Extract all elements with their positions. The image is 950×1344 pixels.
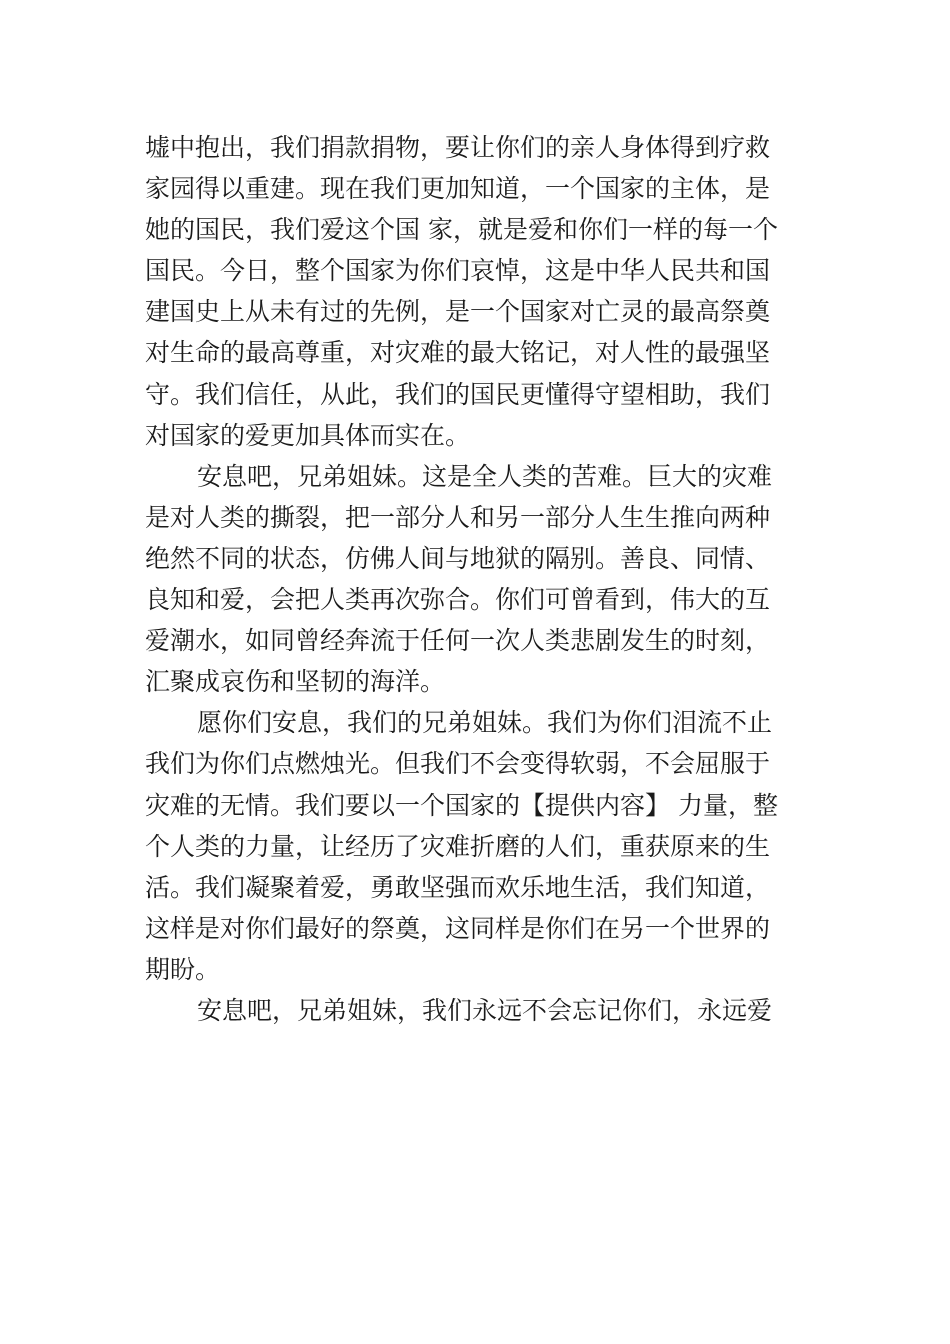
text-line: 良知和爱，会把人类再次弥合。你们可曾看到，伟大的互 [145,585,771,615]
text-line: 期盼。 [145,954,221,984]
text-line: 是对人类的撕裂，把一部分人和另一部分人生生推向两种 [145,502,771,532]
text-line: 墟中抱出，我们捐款捐物，要让你们的亲人身体得到疗救 [145,133,771,162]
text-line: 这样是对你们最好的祭奠，这同样是你们在另一个世界的 [145,913,771,943]
text-line: 建国史上从未有过的先例，是一个国家对亡灵的最高祭奠 [145,297,771,327]
paragraph-start-line: 安息吧，兄弟姐妹。这是全人类的苦难。巨大的灾难 [197,461,773,491]
text-line: 她的国民，我们爱这个国 家，就是爱和你们一样的每一个 [145,215,778,245]
text-line: 个人类的力量，让经历了灾难折磨的人们，重获原来的生 [145,831,771,861]
text-line: 家园得以重建。现在我们更加知道，一个国家的主体，是 [145,174,771,204]
text-line: 国民。今日，整个国家为你们哀悼，这是中华人民共和国 [145,256,771,286]
text-line: 爱潮水，如同曾经奔流于任何一次人类悲剧发生的时刻， [145,626,771,656]
document-body [145,127,807,1031]
paragraph-start-line: 愿你们安息，我们的兄弟姐妹。我们为你们泪流不止 [197,708,773,738]
text-line: 汇聚成哀伤和坚韧的海洋。 [145,667,446,697]
text-line: 我们为你们点燃烛光。但我们不会变得软弱，不会屈服于 [145,749,771,779]
text-line: 灾难的无情。我们要以一个国家的【提供内容】 力量，整 [145,790,778,820]
text-line: 守。我们信任，从此，我们的国民更懂得守望相助，我们 [145,379,771,409]
text-line: 对生命的最高尊重，对灾难的最大铭记，对人性的最强坚 [145,338,771,368]
text-line: 活。我们凝聚着爱，勇敢坚强而欢乐地生活，我们知道， [145,872,771,902]
text-line: 对国家的爱更加具体而实在。 [145,420,471,450]
paragraph-start-line: 安息吧，兄弟姐妹，我们永远不会忘记你们，永远爱 [197,995,773,1025]
text-line: 绝然不同的状态，仿佛人间与地狱的隔别。善良、同情、 [145,543,771,573]
